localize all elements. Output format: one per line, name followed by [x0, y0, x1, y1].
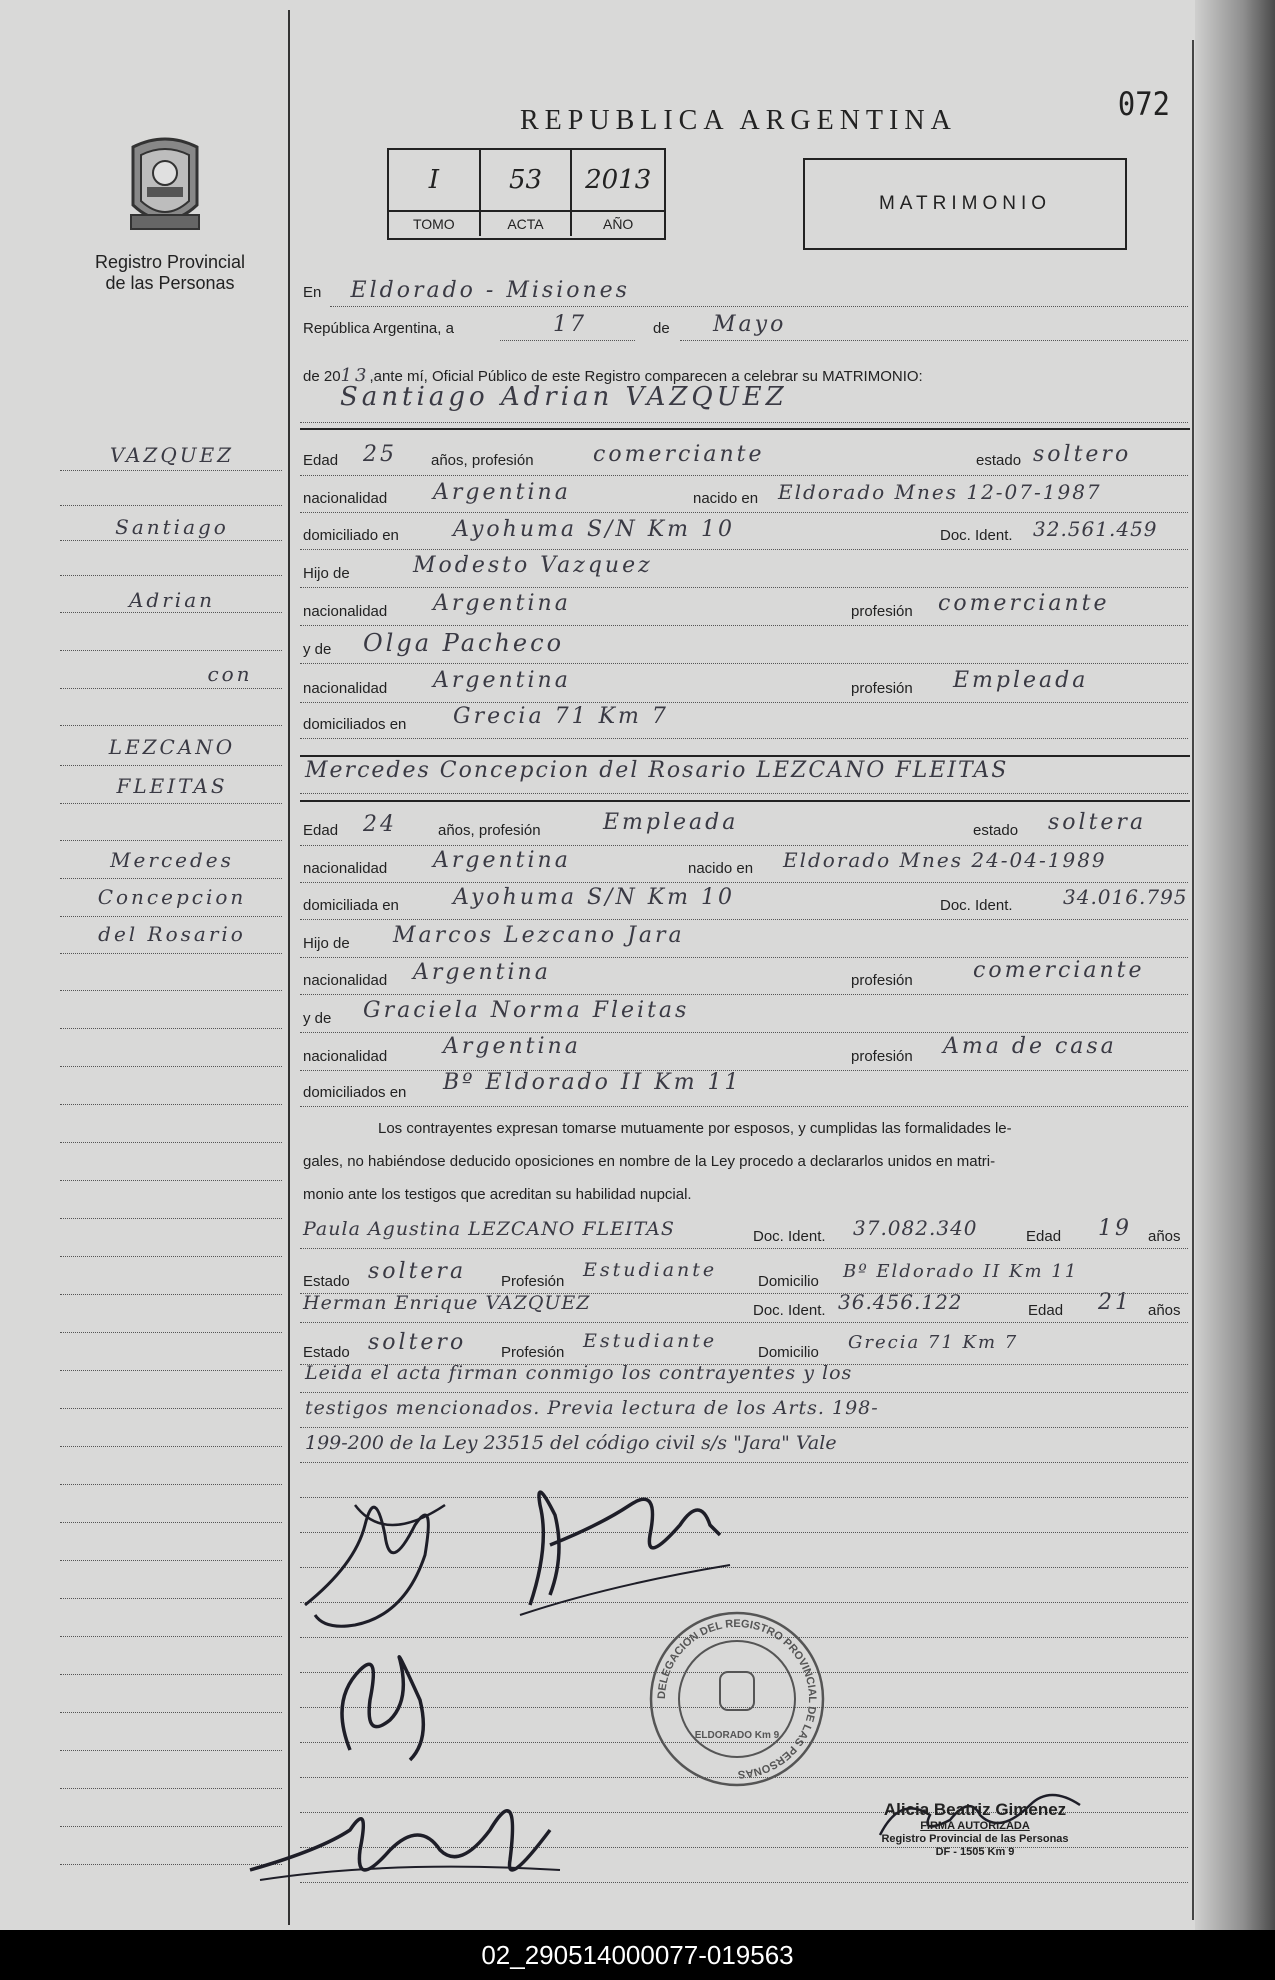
- fill-line: [300, 1106, 1188, 1107]
- country-title: REPUBLICA ARGENTINA: [520, 105, 957, 136]
- bride-father-nationality: Argentina: [413, 960, 551, 985]
- witness-prof-label: Profesión: [501, 1273, 565, 1290]
- margin-line: [60, 470, 282, 471]
- fill-line: [300, 957, 1188, 958]
- bride-address-line: [303, 885, 1188, 914]
- prof-label: profesión: [851, 972, 913, 989]
- witness-edad-label: Edad: [1028, 1302, 1064, 1319]
- margin-line: [60, 1180, 282, 1181]
- marriage-statement: [303, 1112, 1183, 1211]
- fill-line: [300, 1248, 1188, 1249]
- prof-label: profesión: [851, 1048, 913, 1065]
- groom-parents-address-line: [303, 704, 669, 733]
- bride-father-profession: comerciante: [973, 958, 1145, 983]
- authority-office: Registro Provincial de las Personas: [881, 1833, 1069, 1845]
- place-line: [303, 278, 630, 303]
- groom-father: Modesto Vazquez: [413, 553, 653, 578]
- bride-mother-nationality: Argentina: [443, 1034, 581, 1059]
- nac-label: nacionalidad: [303, 1048, 388, 1065]
- parents-dom-label: domiciliados en: [303, 716, 407, 733]
- groom-father-profession: comerciante: [938, 591, 1110, 616]
- doc-label: Doc. Ident.: [940, 897, 1013, 914]
- witness-2-detail-line: [303, 1330, 1019, 1361]
- groom-address-line: [303, 517, 1158, 544]
- record-number-box: [387, 148, 666, 240]
- day-value: 17: [553, 312, 587, 337]
- fill-line: [300, 1070, 1188, 1071]
- groom-father-nat-line: [303, 591, 1110, 620]
- authority-block: [870, 1800, 1080, 1859]
- margin-line: [60, 1408, 282, 1409]
- bride-parents-address-line: [303, 1070, 742, 1101]
- margin-line: [60, 612, 282, 613]
- bride-age: 24: [363, 812, 397, 837]
- bride-father-line: [303, 923, 685, 952]
- witness-doc-label: Doc. Ident.: [753, 1302, 826, 1319]
- groom-doc: 32.561.459: [1033, 517, 1158, 541]
- witness-2-profession: Estudiante: [583, 1330, 718, 1352]
- margin-line: [60, 505, 282, 506]
- nac-label: nacionalidad: [303, 972, 388, 989]
- acta-label: ACTA: [481, 212, 573, 236]
- bride-name-fill: [300, 793, 1188, 794]
- margin-line: [60, 1446, 282, 1447]
- witness-anos-label: años: [1148, 1302, 1181, 1319]
- witness-2-age: 21: [1098, 1290, 1132, 1315]
- groom-nationality-line: [303, 480, 1102, 507]
- tomo-value: I: [389, 150, 481, 212]
- nacido-label: nacido en: [688, 860, 754, 877]
- margin-line: [60, 803, 282, 804]
- de-label: de: [653, 320, 670, 337]
- right-border: [1192, 40, 1194, 1920]
- margin-line: [60, 540, 282, 541]
- groom-name-fill: [300, 422, 1188, 423]
- fill-line: [300, 994, 1188, 995]
- margin-line: [60, 1142, 282, 1143]
- margin-line: [60, 916, 282, 917]
- statement-line-1: Los contrayentes expresan tomarse mutuamente por esposos, y cumplidas las formalidades le-: [378, 1120, 1012, 1137]
- margin-name-6: FLEITAS: [116, 774, 228, 798]
- dom-label: domiciliada en: [303, 897, 399, 914]
- fill-line: [300, 919, 1188, 920]
- margin-line: [60, 1750, 282, 1751]
- ruled-line: [300, 1392, 1188, 1393]
- witness-1-address: Bº Eldorado II Km 11: [843, 1261, 1079, 1282]
- statement-line-3: monio ante los testigos que acreditan su habilidad nupcial.: [303, 1186, 692, 1203]
- witness-prof-label: Profesión: [501, 1344, 565, 1361]
- fill-line: [300, 1322, 1188, 1323]
- coat-of-arms-logo: [125, 135, 205, 240]
- groom-profession: comerciante: [593, 442, 765, 467]
- margin-line: [60, 1636, 282, 1637]
- margin-line: [60, 1484, 282, 1485]
- fill-line: [300, 587, 1188, 588]
- stamp-inner-text: ELDORADO Km 9: [694, 1730, 780, 1741]
- nac-label: nacionalidad: [303, 490, 388, 507]
- nac-label: nacionalidad: [303, 680, 388, 697]
- fill-line: [300, 475, 1188, 476]
- authority-title: FIRMA AUTORIZADA: [920, 1820, 1030, 1832]
- act-type-box: MATRIMONIO: [803, 158, 1127, 250]
- margin-rule: [288, 10, 290, 1925]
- witness-1-detail-line: [303, 1259, 1079, 1290]
- margin-name-5: LEZCANO: [108, 735, 236, 759]
- yde-label: y de: [303, 1010, 332, 1027]
- witness-doc-label: Doc. Ident.: [753, 1228, 826, 1245]
- bride-nationality-line: [303, 848, 1107, 877]
- witness-2-address: Grecia 71 Km 7: [848, 1332, 1019, 1353]
- day-fill: [500, 340, 635, 341]
- date-line: [303, 312, 787, 337]
- groom-mother-profession: Empleada: [953, 668, 1089, 693]
- signature-3: [320, 1640, 460, 1770]
- margin-line: [60, 1370, 282, 1371]
- nacido-label: nacido en: [693, 490, 759, 507]
- month-fill: [680, 340, 1188, 341]
- fill-line: [300, 702, 1188, 703]
- bride-name: Mercedes Concepcion del Rosario LEZCANO FLEITAS: [305, 758, 1009, 783]
- groom-mother: Olga Pacheco: [363, 629, 565, 657]
- bride-address: Ayohuma S/N Km 10: [453, 885, 735, 910]
- margin-line: [60, 878, 282, 879]
- witness-2-name: Herman Enrique VAZQUEZ: [303, 1292, 591, 1314]
- fill-line: [300, 882, 1188, 883]
- groom-parents-address: Grecia 71 Km 7: [453, 704, 669, 729]
- edad-label: Edad: [303, 822, 339, 839]
- margin-line: [60, 1104, 282, 1105]
- fill-line: [300, 845, 1188, 846]
- groom-mother-nationality: Argentina: [433, 668, 571, 693]
- witness-1-doc: 37.082.340: [853, 1216, 978, 1240]
- witness-1-profession: Estudiante: [583, 1259, 718, 1281]
- nac-label: nacionalidad: [303, 860, 388, 877]
- bride-age-line: [303, 810, 1147, 839]
- groom-top-rule: [300, 428, 1190, 430]
- year-suffix: 13: [340, 365, 370, 386]
- republica-label: República Argentina, a: [303, 320, 454, 337]
- margin-name-8: Concepcion: [97, 885, 247, 909]
- margin-line: [60, 725, 282, 726]
- margin-line: [60, 840, 282, 841]
- margin-line: [60, 1066, 282, 1067]
- ano-value: 2013: [572, 150, 664, 212]
- bride-father: Marcos Lezcano Jara: [393, 923, 685, 948]
- margin-line: [60, 1712, 282, 1713]
- witness-2-estado: soltero: [368, 1330, 467, 1355]
- groom-name: Santiago Adrian VAZQUEZ: [340, 382, 788, 412]
- bride-estado: soltera: [1048, 810, 1147, 835]
- bride-profession: Empleada: [603, 810, 739, 835]
- groom-address: Ayohuma S/N Km 10: [453, 517, 735, 542]
- anos-prof-label: años, profesión: [431, 452, 534, 469]
- margin-line: [60, 1598, 282, 1599]
- margin-name-9: del Rosario: [98, 922, 246, 946]
- dom-label: domiciliado en: [303, 527, 399, 544]
- tomo-label: TOMO: [389, 212, 481, 236]
- parents-dom-label: domiciliados en: [303, 1084, 407, 1101]
- acta-value: 53: [481, 150, 573, 212]
- margin-line: [60, 1332, 282, 1333]
- doc-label: Doc. Ident.: [940, 527, 1013, 544]
- witness-2-doc: 36.456.122: [838, 1290, 963, 1314]
- groom-mother-line: [303, 629, 565, 658]
- margin-name-2: Santiago: [115, 515, 229, 539]
- margin-name-4: con: [207, 662, 253, 686]
- margin-line: [60, 1028, 282, 1029]
- margin-name-3: Adrian: [128, 588, 215, 612]
- groom-age: 25: [363, 442, 397, 467]
- authority-branch: DF - 1505 Km 9: [935, 1846, 1015, 1858]
- margin-line: [60, 575, 282, 576]
- groom-father-line: [303, 553, 653, 582]
- ruled-line: [300, 1462, 1188, 1463]
- witness-1-age: 19: [1098, 1216, 1132, 1241]
- margin-line: [60, 688, 282, 689]
- bride-mother-nat-line: [303, 1034, 1117, 1065]
- witness-edad-label: Edad: [1026, 1228, 1062, 1245]
- groom-nationality: Argentina: [433, 480, 571, 505]
- margin-name-1: VAZQUEZ: [109, 443, 235, 467]
- note-line-3: 199-200 de la Ley 23515 del código civil s/s "Jara" Vale: [305, 1432, 837, 1454]
- fill-line: [300, 663, 1188, 664]
- yde-label: y de: [303, 641, 332, 658]
- witness-anos-label: años: [1148, 1228, 1181, 1245]
- prof-label: profesión: [851, 680, 913, 697]
- bride-mother: Graciela Norma Fleitas: [363, 998, 690, 1023]
- signature-4: [240, 1760, 570, 1900]
- groom-father-nationality: Argentina: [433, 591, 571, 616]
- authority-name: Alicia Beatriz Gimenez: [883, 1800, 1067, 1819]
- fill-line: [300, 549, 1188, 550]
- bride-mother-profession: Ama de casa: [943, 1034, 1117, 1059]
- bride-mother-line: [303, 998, 690, 1027]
- page-number: 072: [1117, 85, 1170, 123]
- margin-name-7: Mercedes: [110, 848, 234, 872]
- ruled-line: [300, 1427, 1188, 1428]
- registry-line-2: de las Personas: [105, 273, 235, 293]
- signature-1: [295, 1465, 475, 1645]
- margin-line: [60, 1294, 282, 1295]
- witness-1-name: Paula Agustina LEZCANO FLEITAS: [303, 1218, 675, 1240]
- bride-doc: 34.016.795: [1063, 885, 1188, 909]
- groom-estado: soltero: [1033, 442, 1132, 467]
- witness-dom-label: Domicilio: [758, 1344, 819, 1361]
- bride-parents-address: Bº Eldorado II Km 11: [443, 1070, 742, 1095]
- month-value: Mayo: [713, 312, 787, 337]
- hijo-label: Hijo de: [303, 565, 350, 582]
- margin-line: [60, 990, 282, 991]
- nac-label: nacionalidad: [303, 603, 388, 620]
- official-stamp: [648, 1610, 826, 1788]
- witness-1-estado: soltera: [368, 1259, 467, 1284]
- fill-line: [300, 1032, 1188, 1033]
- document-id-footer: 02_290514000077-019563: [0, 1930, 1275, 1980]
- groom-age-line: [303, 442, 1132, 469]
- stamp-outer-text: DELEGACION DEL REGISTRO PROVINCIAL DE LAS PERSONAS: [655, 1617, 819, 1781]
- bride-nationality: Argentina: [433, 848, 571, 873]
- bride-birth: Eldorado Mnes 24-04-1989: [783, 848, 1107, 872]
- note-line-1: Leida el acta firman conmigo los contrayentes y los: [305, 1362, 853, 1384]
- bride-top-rule: [300, 755, 1190, 757]
- margin-line: [60, 765, 282, 766]
- bride-bottom-rule: [300, 800, 1190, 802]
- anos-prof-label: años, profesión: [438, 822, 541, 839]
- en-label: En: [303, 284, 322, 301]
- margin-line: [60, 650, 282, 651]
- margin-line: [60, 1560, 282, 1561]
- fill-line: [300, 512, 1188, 513]
- witness-estado-label: Estado: [303, 1344, 350, 1361]
- svg-text:DELEGACION DEL REGISTRO PROVIN: [656, 1618, 818, 1780]
- prof-label: profesión: [851, 603, 913, 620]
- groom-birth: Eldorado Mnes 12-07-1987: [778, 480, 1102, 504]
- witness-estado-label: Estado: [303, 1273, 350, 1290]
- statement-line-2: gales, no habiéndose deducido oposiciones en nombre de la Ley procedo a declararlos unidos en matri-: [303, 1153, 996, 1170]
- margin-line: [60, 1522, 282, 1523]
- signature-2: [510, 1465, 740, 1625]
- year-prefix: de 20: [303, 368, 341, 385]
- margin-line: [60, 1218, 282, 1219]
- intro-text: ,ante mí, Oficial Público de este Registro comparecen a celebrar su MATRIMONIO:: [369, 368, 923, 385]
- fill-line: [300, 625, 1188, 626]
- note-line-2: testigos mencionados. Previa lectura de los Arts. 198-: [305, 1397, 879, 1419]
- fill-line: [300, 1293, 1188, 1294]
- registry-name: [70, 252, 270, 294]
- margin-line: [60, 1256, 282, 1257]
- estado-label: estado: [973, 822, 1019, 839]
- place-fill: [330, 306, 1188, 307]
- place-value: Eldorado - Misiones: [350, 278, 630, 303]
- witness-dom-label: Domicilio: [758, 1273, 819, 1290]
- edad-label: Edad: [303, 452, 339, 469]
- ano-label: AÑO: [602, 216, 634, 232]
- fill-line: [300, 738, 1188, 739]
- margin-line: [60, 1674, 282, 1675]
- hijo-label: Hijo de: [303, 935, 350, 952]
- bride-father-nat-line: [303, 958, 1145, 989]
- estado-label: estado: [976, 452, 1022, 469]
- page-edge-shadow: [1195, 0, 1275, 1930]
- registry-line-1: Registro Provincial: [94, 252, 246, 272]
- margin-line: [60, 953, 282, 954]
